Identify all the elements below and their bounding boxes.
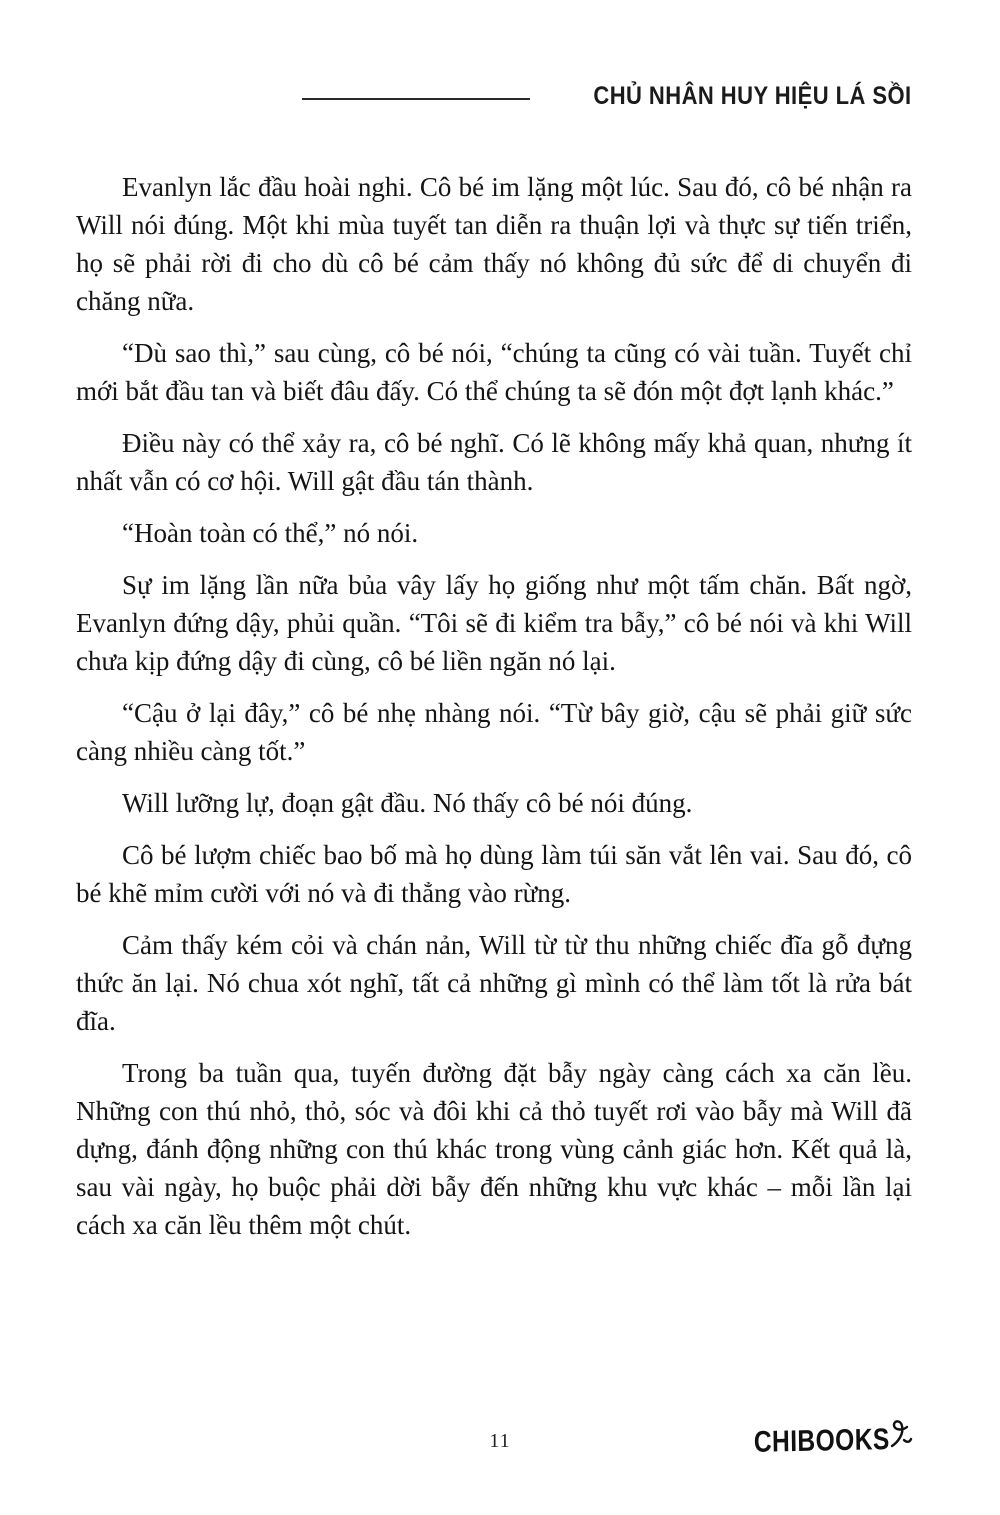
chapter-title: CHỦ NHÂN HUY HIỆU LÁ SỒI	[593, 82, 912, 110]
publisher-logo	[724, 1423, 914, 1457]
paragraph: Cô bé lượm chiếc bao bố mà họ dùng làm túi săn vắt lên vai. Sau đó, cô bé khẽ mỉm cười với nó và đi thẳng vào rừng.	[76, 840, 912, 908]
publisher-logo-text: CHIBOOKS	[753, 1423, 891, 1459]
paragraph: “Cậu ở lại đây,” cô bé nhẹ nhàng nói. “Từ bây giờ, cậu sẽ phải giữ sức càng nhiều càng tốt.”	[76, 698, 912, 766]
paragraph: Sự im lặng lần nữa bủa vây lấy họ giống như một tấm chăn. Bất ngờ, Evanlyn đứng dậy, phủi quần. “Tôi sẽ đi kiểm tra bẫy,” cô bé nói và khi Will chưa kịp đứng dậy đi cùng, cô bé liền ngăn nó lại.	[76, 570, 912, 676]
body-text	[76, 168, 912, 1258]
paragraph: “Dù sao thì,” sau cùng, cô bé nói, “chúng ta cũng có vài tuần. Tuyết chỉ mới bắt đầu tan và biết đâu đấy. Có thể chúng ta sẽ đón một đợt lạnh khác.”	[76, 338, 912, 406]
paragraph: Trong ba tuần qua, tuyến đường đặt bẫy ngày càng cách xa căn lều. Những con thú nhỏ, thỏ, sóc và đôi khi cả thỏ tuyết rơi vào bẫy mà Will đã dựng, đánh động những con thú khác trong vùng cảnh giác hơn. Kết quả là, sau vài ngày, họ buộc phải dời bẫy đến những khu vực khác – mỗi lần lại cách xa căn lều thêm một chút.	[76, 1058, 912, 1240]
logo-flourish-icon	[888, 1416, 914, 1455]
running-header	[302, 82, 912, 111]
paragraph: Evanlyn lắc đầu hoài nghi. Cô bé im lặng một lúc. Sau đó, cô bé nhận ra Will nói đúng. Một khi mùa tuyết tan diễn ra thuận lợi và thực sự tiến triển, họ sẽ phải rời đi cho dù cô bé cảm thấy nó không đủ sức để di chuyển đi chăng nữa.	[76, 172, 912, 316]
paragraph: Will lưỡng lự, đoạn gật đầu. Nó thấy cô bé nói đúng.	[122, 788, 693, 818]
paragraph: Cảm thấy kém cỏi và chán nản, Will từ từ thu những chiếc đĩa gỗ đựng thức ăn lại. Nó chua xót nghĩ, tất cả những gì mình có thể làm tốt là rửa bát đĩa.	[76, 930, 912, 1036]
header-rule	[302, 98, 530, 100]
paragraph: “Hoàn toàn có thể,” nó nói.	[122, 518, 419, 548]
page-number: 11	[489, 1430, 511, 1452]
paragraph: Điều này có thể xảy ra, cô bé nghĩ. Có lẽ không mấy khả quan, nhưng ít nhất vẫn có cơ hội. Will gật đầu tán thành.	[76, 428, 912, 496]
